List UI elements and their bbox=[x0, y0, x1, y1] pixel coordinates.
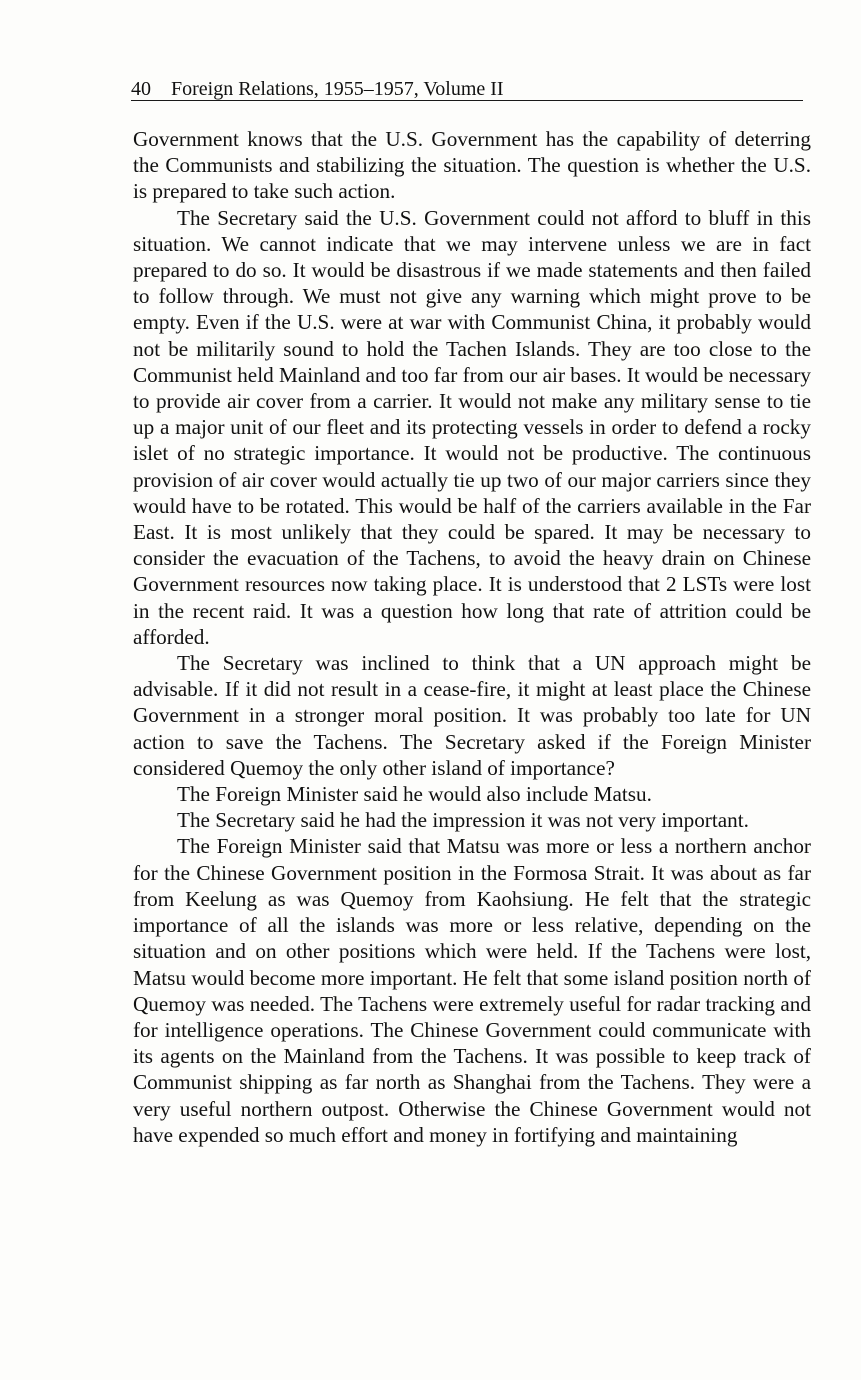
paragraph: The Secretary said the U.S. Government could not afford to bluff in this situation. We cannot indicate that we may intervene unless we are in fact prepared to do so. It would be disastrous if we made statements and then failed to follow through. We must not give any warning which might prove to be empty. Even if the U.S. were at war with Communist China, it probably would not be militarily sound to hold the Tachen Islands. They are too close to the Communist held Mainland and too far from our air bases. It would be necessary to provide air cover from a carrier. It would not make any military sense to tie up a major unit of our fleet and its protecting vessels in order to defend a rocky islet of no strategic importance. It would not be productive. The continuous provision of air cover would actually tie up two of our major carriers since they would have to be rotated. This would be half of the carriers available in the Far East. It is most unlikely that they could be spared. It may be necessary to consider the evacuation of the Tachens, to avoid the heavy drain on Chinese Government resources now taking place. It is understood that 2 LSTs were lost in the recent raid. It was a question how long that rate of attrition could be afforded. bbox=[133, 205, 811, 649]
body-text bbox=[133, 126, 811, 1148]
paragraph: The Secretary said he had the impression it was not very important. bbox=[177, 808, 749, 833]
running-header bbox=[131, 76, 803, 101]
paragraph: The Foreign Minister said he would also include Matsu. bbox=[177, 782, 652, 807]
paragraph: The Foreign Minister said that Matsu was more or less a northern anchor for the Chinese Government position in the Formosa Strait. It was about as far from Keelung as was Quemoy from Kaohsiung. He felt that the strategic importance of all the islands was more or less relative, depending on the situation and on other positions which were held. If the Tachens were lost, Matsu would become more important. He felt that some island position north of Quemoy was needed. The Tachens were extremely useful for radar tracking and for intelligence operations. The Chinese Government could communicate with its agents on the Mainland from the Tachens. It was possible to keep track of Communist shipping as far north as Shanghai from the Tachens. They were a very useful northern outpost. Otherwise the Chinese Government would not have expended so much effort and money in fortifying and maintaining bbox=[133, 834, 811, 1147]
paragraph: The Secretary was inclined to think that a UN approach might be advisable. If it did not result in a cease-fire, it might at least place the Chinese Government in a stronger moral position. It was probably too late for UN action to save the Tachens. The Secretary asked if the Foreign Minister considered Quemoy the only other island of importance? bbox=[133, 651, 811, 780]
page-number: 40 bbox=[131, 78, 151, 100]
paragraph-continued: Government knows that the U.S. Government has the capability of deterring the Communists and stabilizing the situation. The question is whether the U.S. is prepared to take such action. bbox=[133, 127, 811, 204]
running-title: Foreign Relations, 1955–1957, Volume II bbox=[171, 78, 504, 100]
